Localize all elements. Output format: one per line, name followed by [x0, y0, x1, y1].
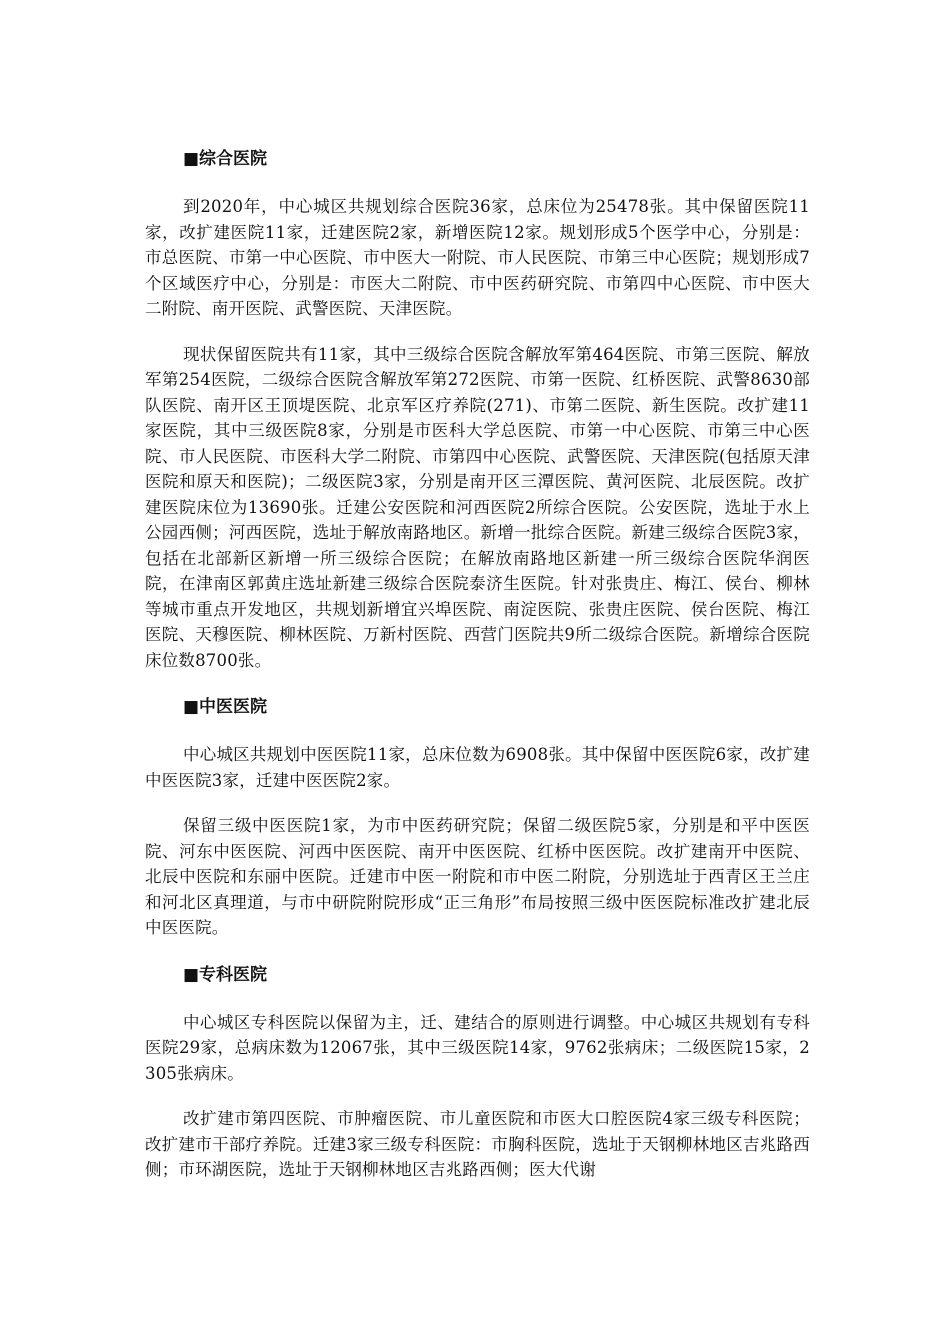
section-heading-general-hospitals: ■综合医院 [183, 149, 268, 169]
paragraph-general-hospitals-overview: 到2020年，中心城区共规划综合医院36家，总床位为25478张。其中保留医院11家，改扩建医院11家，迁建医院2家，新增医院12家。规划形成5个医学中心，分别是：市总医院、市第一中心医院、市中医大一附院、市人民医院、市第三中心医院；规划形成7个区域医疗中心，分别是：市医大二附院、市中医药研究院、市第四中心医院、市中医大二附院、南开医院、武警医院、天津医院。 [145, 197, 810, 318]
paragraph-tcm-hospitals-details: 保留三级中医医院1家，为市中医药研究院；保留二级医院5家，分别是和平中医医院、河东中医医院、河西中医医院、南开中医医院、红桥中医医院。改扩建南开中医院、北辰中医院和东丽中医院。迁建市中医一附院和市中医二附院，分别选址于西青区王兰庄和河北区真理道，与市中研院附院形成“正三角形”布局按照三级中医医院标准改扩建北辰中医医院。 [145, 816, 810, 937]
paragraph-specialty-hospitals-details: 改扩建市第四医院、市肿瘤医院、市儿童医院和市医大口腔医院4家三级专科医院；改扩建市干部疗养院。迁建3家三级专科医院：市胸科医院，选址于天钢柳林地区吉兆路西侧；市环湖医院，选址于天钢柳林地区吉兆路西侧；医大代谢 [145, 1109, 810, 1179]
paragraph-general-hospitals-details: 现状保留医院共有11家，其中三级综合医院含解放军第464医院、市第三医院、解放军第254医院，二级综合医院含解放军第272医院、市第一医院、红桥医院、武警8630部队医院、南开区王顶堤医院、北京军区疗养院(271)、市第二医院、新生医院。改扩建11家医院，其中三级医院8家，分别是市医科大学总医院、市第一中心医院、市第三中心医院、市人民医院、市医科大学二附院、市第四中心医院、武警医院、天津医院(包括原天津医院和原天和医院)；二级医院3家，分别是南开区三潭医院、黄河医院、北辰医院。改扩建医院床位为13690张。迁建公安医院和河西医院2所综合医院。公安医院，选址于水上公园西侧；河西医院，选址于解放南路地区。新增一批综合医院。新建三级综合医院3家，包括在北部新区新增一所三级综合医院；在解放南路地区新建一所三级综合医院华润医院，在津南区郭黄庄选址新建三级综合医院泰济生医院。针对张贵庄、梅江、侯台、柳林等城市重点开发地区，共规划新增宜兴埠医院、南淀医院、张贵庄医院、侯台医院、梅江医院、天穆医院、柳林医院、万新村医院、西营门医院共9所二级综合医院。新增综合医院床位数8700张。 [145, 344, 810, 670]
paragraph-specialty-hospitals-overview: 中心城区专科医院以保留为主，迁、建结合的原则进行调整。中心城区共规划有专科医院29家，总病床数为12067张，其中三级医院14家，9762张病床；二级医院15家，2305张病床。 [145, 1012, 810, 1083]
section-heading-specialty-hospitals: ■专科医院 [183, 964, 268, 985]
document-body [145, 145, 810, 1183]
section-heading-tcm-hospitals: ■中医医院 [183, 697, 268, 717]
paragraph-tcm-hospitals-overview: 中心城区共规划中医医院11家，总床位数为6908张。其中保留中医医院6家，改扩建中医医院3家，迁建中医医院2家。 [145, 745, 810, 790]
